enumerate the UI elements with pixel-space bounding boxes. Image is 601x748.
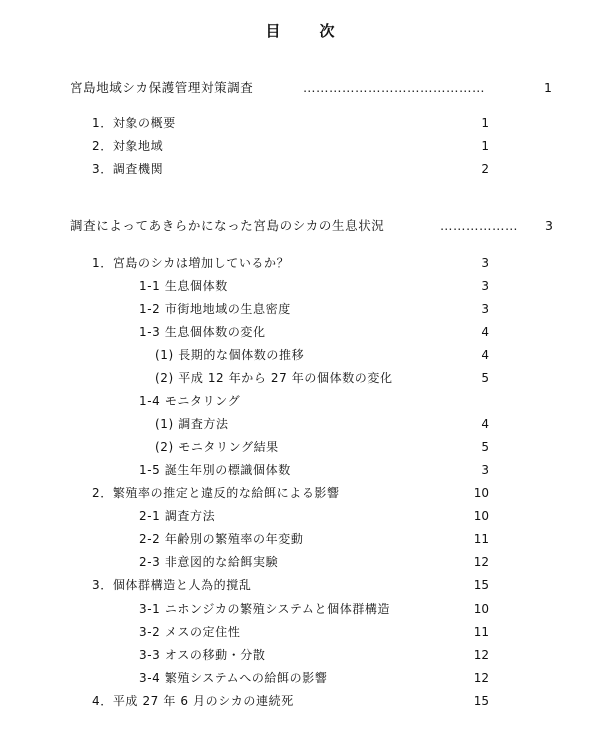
toc-section-label: 宮島地域シカ保護管理対策調査 xyxy=(70,80,254,95)
toc-page-number: 3 xyxy=(545,218,553,233)
title-char-right: 次 xyxy=(319,22,336,40)
toc-page-number: 12 xyxy=(473,671,489,685)
toc-item-label: 2．繁殖率の推定と違反的な給餌による影響 xyxy=(92,486,340,500)
toc-item-label: 3．調査機関 xyxy=(92,162,164,176)
toc-leader-dots: ……………… xyxy=(440,218,518,233)
toc-page-number: 4 xyxy=(481,348,489,362)
toc-page-number: 10 xyxy=(473,509,489,523)
toc-item-row[interactable] xyxy=(0,646,601,664)
toc-page-number: 1 xyxy=(544,80,552,95)
toc-page-number: 12 xyxy=(473,648,489,662)
toc-item-label: 1-2 市街地地域の生息密度 xyxy=(139,302,291,316)
toc-item-label: (2) 平成 12 年から 27 年の個体数の変化 xyxy=(155,371,393,385)
toc-item-row[interactable] xyxy=(0,160,601,178)
toc-page-number: 15 xyxy=(473,578,489,592)
toc-page-number: 2 xyxy=(481,162,489,176)
toc-item-row[interactable] xyxy=(0,254,601,272)
toc-item-row[interactable] xyxy=(0,692,601,710)
toc-leader-dots: …………………………………… xyxy=(303,80,485,95)
toc-item-row[interactable] xyxy=(0,300,601,318)
toc-page-number: 4 xyxy=(481,325,489,339)
toc-item-label: 4．平成 27 年 6 月のシカの連続死 xyxy=(92,694,294,708)
toc-item-row[interactable] xyxy=(0,623,601,641)
toc-section-label: 調査によってあきらかになった宮島のシカの生息状況 xyxy=(70,218,385,233)
toc-item-label: 2-2 年齢別の繁殖率の年変動 xyxy=(139,532,304,546)
toc-item-row[interactable] xyxy=(0,507,601,525)
toc-section-row[interactable] xyxy=(0,79,601,97)
toc-item-row[interactable] xyxy=(0,323,601,341)
toc-page-number: 12 xyxy=(473,555,489,569)
toc-section-row[interactable] xyxy=(0,217,601,235)
toc-item-label: 3-2 メスの定住性 xyxy=(139,625,241,639)
toc-item-row[interactable] xyxy=(0,346,601,364)
toc-page-number: 3 xyxy=(481,279,489,293)
toc-page-number: 15 xyxy=(473,694,489,708)
toc-item-label: (2) モニタリング結果 xyxy=(155,440,279,454)
toc-item-row[interactable] xyxy=(0,277,601,295)
toc-item-label: 2-3 非意図的な給餌実験 xyxy=(139,555,279,569)
toc-item-row[interactable] xyxy=(0,415,601,433)
toc-item-label: 3-3 オスの移動・分散 xyxy=(139,648,266,662)
toc-item-label: 1．対象の概要 xyxy=(92,116,176,130)
toc-item-row[interactable] xyxy=(0,600,601,618)
toc-item-label: (1) 長期的な個体数の推移 xyxy=(155,348,305,362)
toc-item-label: 3．個体群構造と人為的撹乱 xyxy=(92,578,252,592)
toc-page-number: 11 xyxy=(473,532,489,546)
toc-item-row[interactable] xyxy=(0,114,601,132)
title-char-left: 目 xyxy=(265,22,282,40)
toc-item-label: 3-4 繁殖システムへの給餌の影響 xyxy=(139,671,328,685)
toc-page-number: 10 xyxy=(473,602,489,616)
toc-page-number: 3 xyxy=(481,463,489,477)
toc-item-label: (1) 調査方法 xyxy=(155,417,229,431)
toc-item-label: 1-3 生息個体数の変化 xyxy=(139,325,266,339)
toc-item-row[interactable] xyxy=(0,137,601,155)
toc-item-label: 3-1 ニホンジカの繁殖システムと個体群構造 xyxy=(139,602,391,616)
toc-item-row[interactable] xyxy=(0,438,601,456)
toc-item-row[interactable] xyxy=(0,553,601,571)
toc-item-label: 1-5 誕生年別の標識個体数 xyxy=(139,463,291,477)
toc-page-number: 1 xyxy=(481,116,489,130)
page-title xyxy=(0,20,601,41)
toc-item-row[interactable] xyxy=(0,392,601,410)
toc-page-number: 11 xyxy=(473,625,489,639)
toc-item-label: 2．対象地域 xyxy=(92,139,164,153)
toc-item-label: 2-1 調査方法 xyxy=(139,509,216,523)
toc-item-label: 1-1 生息個体数 xyxy=(139,279,228,293)
toc-page-number: 4 xyxy=(481,417,489,431)
toc-item-row[interactable] xyxy=(0,484,601,502)
toc-page-number: 10 xyxy=(473,486,489,500)
toc-item-row[interactable] xyxy=(0,369,601,387)
toc-page-number: 3 xyxy=(481,302,489,316)
toc-page-number: 3 xyxy=(481,256,489,270)
toc-item-row[interactable] xyxy=(0,530,601,548)
toc-item-row[interactable] xyxy=(0,461,601,479)
toc-item-label: 1-4 モニタリング xyxy=(139,394,241,408)
toc-page-number: 5 xyxy=(481,440,489,454)
toc-item-row[interactable] xyxy=(0,576,601,594)
toc-page-number: 5 xyxy=(481,371,489,385)
toc-page-number: 1 xyxy=(481,139,489,153)
toc-item-row[interactable] xyxy=(0,669,601,687)
toc-item-label: 1．宮島のシカは増加しているか？ xyxy=(92,256,290,270)
